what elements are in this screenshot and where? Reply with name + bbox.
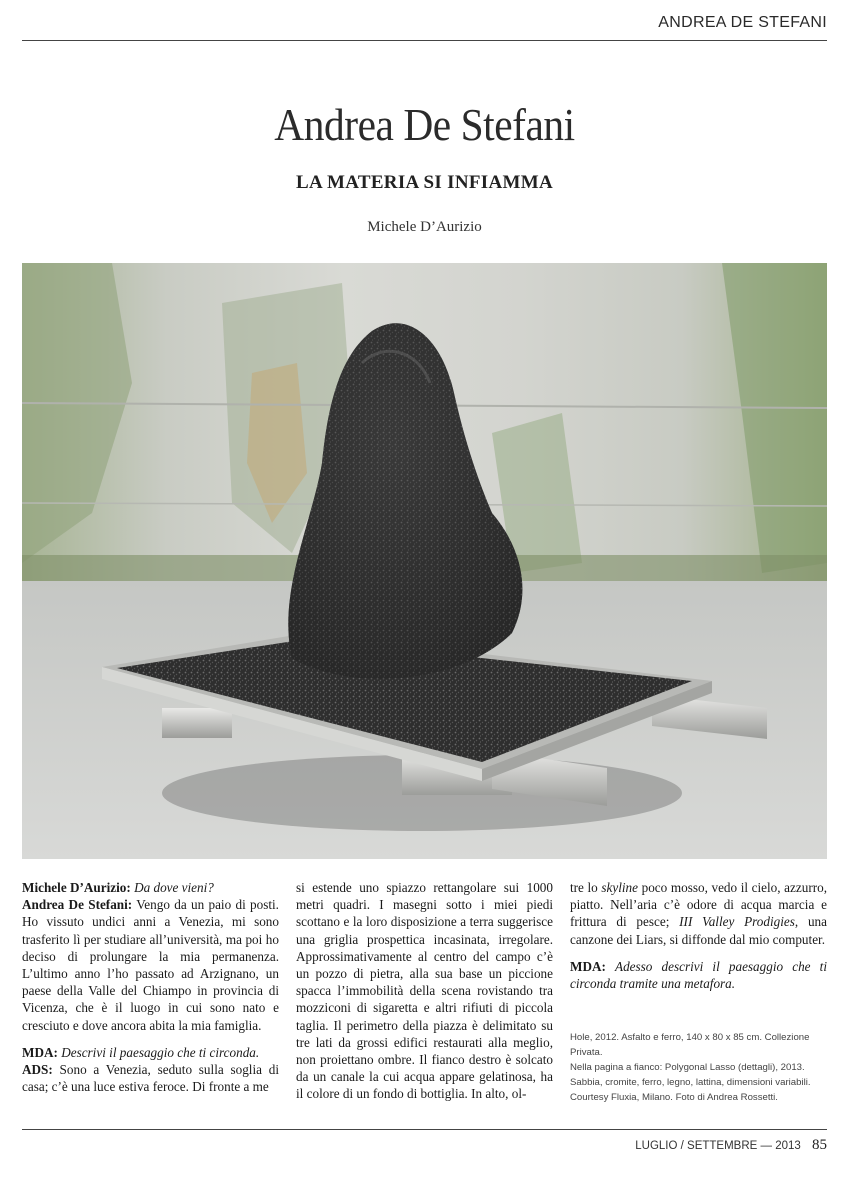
text-column-2	[296, 879, 553, 1103]
sculpture-photo	[22, 263, 827, 859]
text-run: tre lo	[570, 880, 602, 895]
answer-text: Sono a Venezia, seduto sulla soglia di casa; c’è una luce estiva feroce. Di fronte a me	[22, 1062, 279, 1095]
text-run-italic: skyline	[601, 880, 639, 895]
interview-paragraph	[22, 879, 279, 1034]
answer-text: Vengo da un paio di posti. Ho vissuto undici anni a Venezia, mi sono trasferito lì per studiare all’università, ma poi ho deciso di prolungare la mia permanenza. L’ultimo anno l’ho passato ad Arzignano, un paese della Valle del Chiampo in provincia di Vicenza, che è il luogo in cui sono nato e cresciuto e dove ancora abita la mia famiglia.	[22, 897, 279, 1033]
article-subtitle: LA MATERIA SI INFIAMMA	[296, 172, 553, 193]
interview-paragraph	[22, 1044, 279, 1096]
question-text: Adesso descrivi il paesaggio che ti circonda tramite una metafora.	[570, 958, 827, 992]
issue-date: LUGLIO / SETTEMBRE — 2013	[635, 1140, 801, 1152]
footer-rule	[22, 1129, 827, 1130]
answer-text	[570, 879, 827, 948]
answer-text: si estende uno spiazzo rettangolare sui 1000 metri quadri. I masegni sotto i miei piedi scottano e la loro disposizione a terra suggerisce una griglia prospettica incasinata, irregolare. Approssimativamente al centro del campo c’è un pozzo di pietra, alla sua base un piccione spacca l’immobilità della scena rovistando tra mozziconi di sigaretta e altri rifiuti di piccola taglia. Il perimetro della piazza è delimitato su tre lati da grossi edifici restaurati alla meglio, non proiettano ombre. Il fianco destro è solcato da un canale la cui acqua appare gelatinosa, ha il colore di un fondo di bottiglia. In alto, ol-	[296, 880, 553, 1102]
text-run-italic: III Valley Prodigies	[679, 914, 795, 930]
text-run: , una canzone dei Liars, si diffonde dal mio computer.	[570, 914, 828, 947]
question-text: Descrivi il paesaggio che ti circonda.	[61, 1044, 260, 1060]
page-footer	[635, 1137, 827, 1154]
speaker-label: Michele D’Aurizio:	[22, 880, 131, 895]
question-text: Da dove vieni?	[134, 880, 214, 895]
speaker-label: MDA:	[570, 958, 606, 974]
text-run: poco mosso, vedo il cielo, azzurro, piatto. Nell’aria c’è odore di acqua marcia e frittura di pesce;	[570, 880, 828, 930]
text-column-1	[22, 879, 279, 1095]
page-number: 85	[812, 1137, 827, 1153]
speaker-label: Andrea De Stefani:	[22, 897, 133, 913]
sculpture-photo-art	[22, 263, 827, 859]
credit-line: Hole, 2012. Asfalto e ferro, 140 x 80 x 85 cm. Collezione Privata.	[570, 1032, 810, 1058]
article-title: Andrea De Stefani	[274, 99, 575, 150]
speaker-label: MDA:	[22, 1044, 58, 1060]
article-author: Michele D’Aurizio	[367, 219, 482, 235]
interview-paragraph	[570, 958, 827, 992]
photo-credits	[570, 1030, 827, 1105]
speaker-label: ADS:	[22, 1062, 53, 1078]
header-rule	[22, 40, 827, 41]
text-column-3	[570, 879, 827, 992]
running-header: ANDREA DE STEFANI	[658, 14, 827, 31]
credit-line: Nella pagina a fianco: Polygonal Lasso (dettagli), 2013. Sabbia, cromite, ferro, legno, lattina, dimensioni variabili. Courtesy Fluxia, Milano. Foto di Andrea Rossetti.	[570, 1062, 811, 1103]
